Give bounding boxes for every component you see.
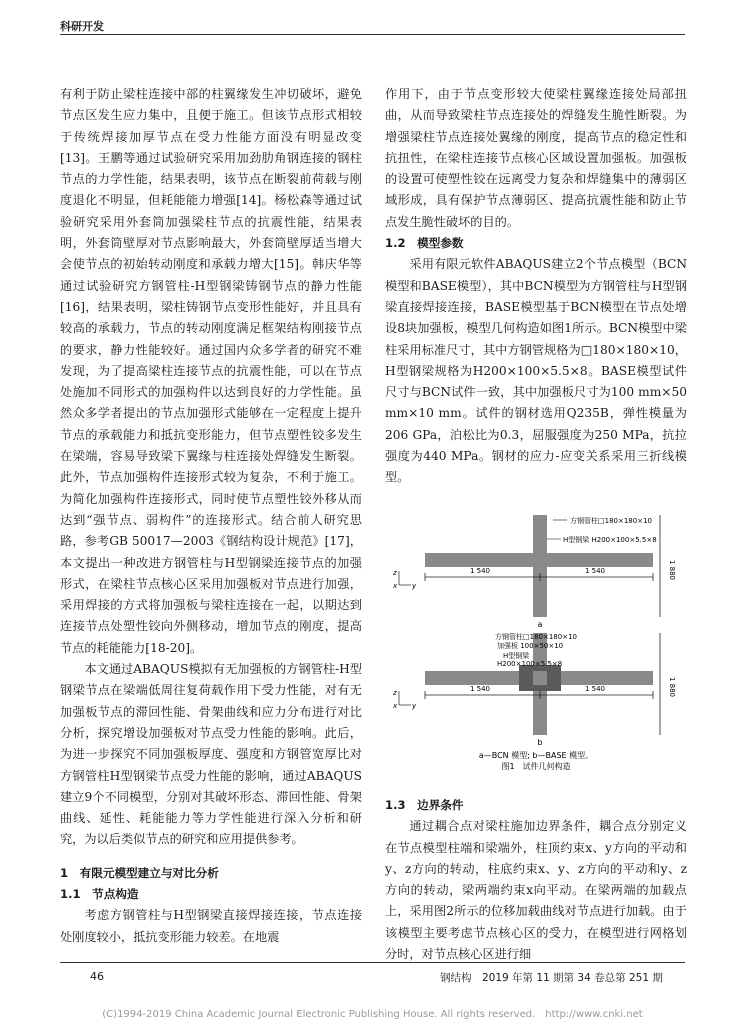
dim-height-b: 1 880 bbox=[668, 676, 676, 698]
paragraph: 考虑方钢管柱与H型钢梁直接焊接连接，节点连接处刚度较小，抵抗变形能力较差。在地震 bbox=[60, 908, 362, 944]
page-number: 46 bbox=[90, 970, 104, 983]
axis-x-a: x bbox=[393, 582, 398, 590]
paragraph: 采用有限元软件ABAQUS建立2个节点模型（BCN模型和BASE模型），其中BCN模型为方钢管柱与H型钢梁直接焊接连接，BASE模型基于BCN模型在节点处增设8块加强板，模型几何构造如图1所示。BCN模型中梁柱采用标准尺寸，其中方钢管规格为□180×180×10，H型钢梁规格为H200×100×5.5×8。BASE模型试件尺寸与BCN试件一致，其中加强板尺寸为100 mm×50 mm×10 mm。试件的钢材选用Q235B，弹性模量为206 GPa，泊松比为0.3，屈服强度为250 MPa，抗拉强度为440 MPa。钢材的应力-应变关系采用三折线模型。 bbox=[385, 257, 687, 485]
figure-legend: a—BCN 模型; b—BASE 模型。 bbox=[478, 751, 594, 760]
paragraph: 作用下，由于节点变形较大使梁柱翼缘连接处局部扭曲，从而导致梁柱节点连接处的焊缝发生脆性断裂。为增强梁柱节点连接处翼缘的刚度，提高节点的稳定性和抗扭性，在梁柱连接节点核心区域设置加强板。加强板的设置可使塑性铰在远离受力复杂和焊缝集中的薄弱区域形成，具有保护节点薄弱区、提高抗震性能和防止节点发生脆性破坏的目的。 bbox=[385, 87, 687, 229]
axis-z-a: z bbox=[393, 569, 397, 577]
subsection-heading: 1.1 节点构造 bbox=[60, 886, 139, 901]
header-rule bbox=[60, 34, 685, 35]
subsection-heading: 1.2 模型参数 bbox=[385, 236, 464, 251]
column-label-b: 方钢管柱□180×180×10 bbox=[495, 633, 577, 641]
beam-a bbox=[425, 553, 653, 567]
plate-label-b: 加强板 100×50×10 bbox=[497, 642, 564, 650]
dim-right-b: 1 540 bbox=[584, 685, 606, 693]
paragraph: 通过耦合点对梁柱施加边界条件，耦合点分别定义在节点模型柱端和梁端外，柱顶约束x、y方向的平动和y、z方向的转动，柱底约束x、y、z方向的平动和y、z方向的转动，梁两端约束x向平动。在梁两端的加载点上，采用图2所示的位移加载曲线对节点进行加载。由于该模型主要考虑节点核心区的受力，在模型进行网格划分时，对节点核心区进行细 bbox=[385, 819, 687, 962]
paragraph: 本文通过ABAQUS模拟有无加强板的方钢管柱-H型钢梁节点在梁端低周往复荷载作用下受力性能，对有无加强板节点的滞回性能、骨架曲线和应力分布进行对比分析，探究增设加强板对节点受力性能的影响。此后，为进一步探究不同加强板厚度、强度和方钢管宽厚比对方钢管柱H型钢梁节点受力性能的影响，通过ABAQUS建立9个不同模型，分别对其破坏形态、滞回性能、骨架曲线、延性、耗能能力等力学性能进行深入分析和研究，为以后类似节点的研究和应用提供参考。 bbox=[60, 662, 362, 847]
copyright-notice: (C)1994-2019 China Academic Journal Electronic Publishing House. All rights reserved. http://www.cnki.net bbox=[102, 1009, 643, 1020]
right-column bbox=[385, 84, 687, 489]
running-header: 科研开发 bbox=[60, 20, 104, 33]
axis-x-b: x bbox=[393, 702, 398, 710]
footer-rule bbox=[60, 962, 685, 963]
dim-height-a: 1 880 bbox=[668, 559, 676, 581]
beam-label-a: H型钢梁 H200×100×5.5×8 bbox=[563, 536, 657, 544]
axis-y-b: y bbox=[412, 702, 417, 710]
dim-left-a: 1 540 bbox=[469, 567, 491, 575]
axis-y-a: y bbox=[412, 582, 417, 590]
axis-z-b: z bbox=[393, 689, 397, 697]
dim-right-a: 1 540 bbox=[584, 567, 606, 575]
subfig-a-label: a bbox=[537, 620, 543, 629]
section-heading: 1 有限元模型建立与对比分析 bbox=[60, 865, 219, 880]
beam-label-b1: H型钢梁 bbox=[503, 652, 530, 660]
figure-1 bbox=[385, 515, 687, 770]
dim-left-b: 1 540 bbox=[469, 685, 491, 693]
left-column bbox=[60, 84, 362, 948]
subsection-heading: 1.3 边界条件 bbox=[385, 798, 464, 812]
paragraph: 有利于防止梁柱连接中部的柱翼缘发生冲切破坏，避免节点区发生应力集中，且便于施工。但该节点形式相较于传统焊接加厚节点在受力性能方面没有明显改变[13]。王鹏等通过试验研究采用加劲肋角钢连接的钢柱节点的力学性能，结果表明，该节点在断裂前荷载与刚度退化不明显，但耗能能力增强[14]。杨松森等通过试验研究采用外套筒加强梁柱节点的抗震性能，结果表明，外套筒壁厚对节点影响最大，外套筒壁厚适当增大会使节点的初始转动刚度和承载力增大[15]。韩庆华等通过试验研究方钢管柱-H型钢梁铸钢节点的静力性能[16]，结果表明，梁柱铸钢节点变形性能好，并且具有较高的承载力，节点的转动刚度满足框架结构刚接节点的要求，静力性能较好。通过国内众多学者的研究不难发现，为了提高梁柱连接节点的抗震性能，可以在节点处施加不同形式的加强构件以达到良好的力学性能。虽然众多学者提出的节点加强形式能够在一定程度上提升节点的承载能力和抵抗变形能力，但节点塑性铰多发生在梁端，容易导致梁下翼缘与柱连接处焊缝发生断裂。此外，节点加强构件连接形式较为复杂，不利于施工。为简化加强构件连接形式，同时使节点塑性铰外移从而达到“强节点、弱构件”的连接形式。结合前人研究思路，参考GB 50017—2003《钢结构设计规范》[17]，本文提出一种改进方钢管柱与H型钢梁连接节点的加强形式，在梁柱节点核心区采用加强板对节点进行加强，采用焊接的方式将加强板与梁柱连接在一起，以期达到连接节点处塑性铰向外侧移动，增加节点的刚度，提高节点的耗能能力[18-20]。 bbox=[60, 87, 362, 655]
beam-label-b2: H200×100×5.5×8 bbox=[497, 660, 563, 668]
figure-caption: 图1 试件几何构造 bbox=[501, 762, 571, 770]
journal-info: 钢结构 2019 年第 11 期第 34 卷总第 251 期 bbox=[440, 972, 663, 984]
column-label-a: 方钢管柱□180×180×10 bbox=[570, 517, 652, 525]
subfig-b-label: b bbox=[537, 738, 543, 747]
right-column-continued bbox=[385, 795, 687, 965]
figure-1-drawing bbox=[385, 515, 687, 770]
